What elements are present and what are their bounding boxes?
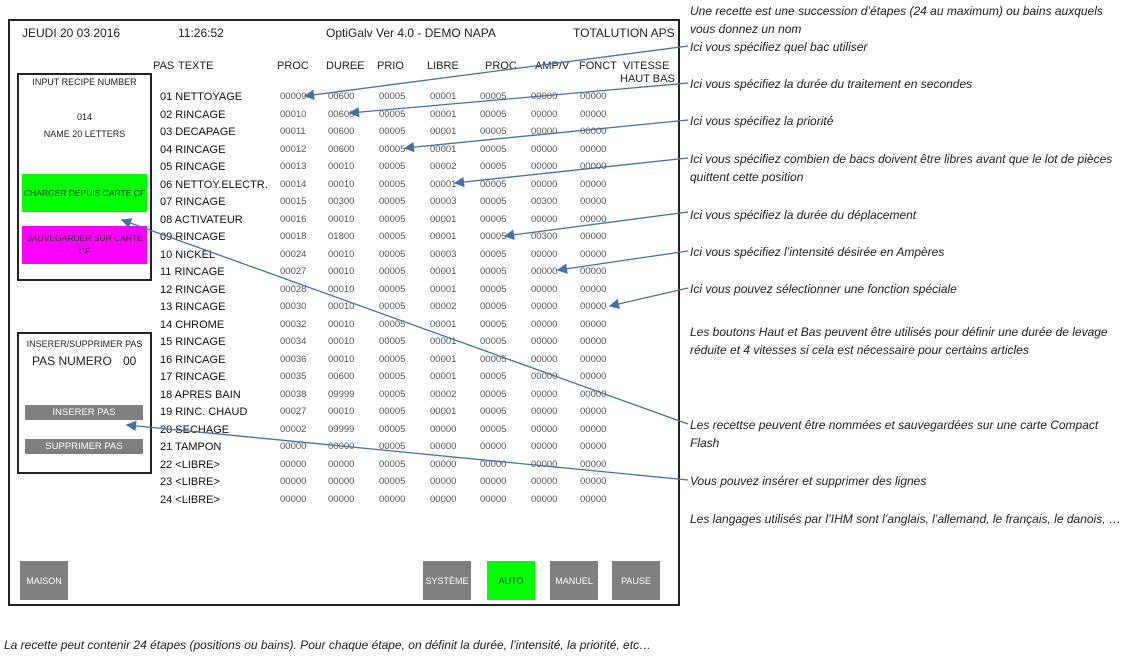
row-value[interactable]: 00000: [531, 388, 558, 400]
row-value[interactable]: 00005: [480, 353, 507, 365]
row-value[interactable]: 00010: [328, 353, 355, 365]
row-value[interactable]: 00600: [328, 91, 355, 102]
step-name[interactable]: 17 RINCAGE: [160, 371, 226, 383]
row-value[interactable]: 00000: [531, 91, 558, 102]
row-value[interactable]: 00027: [280, 406, 307, 417]
row-value[interactable]: 00005: [480, 143, 507, 155]
row-value[interactable]: 00600: [328, 143, 355, 155]
row-value[interactable]: 00000: [580, 423, 607, 435]
row-value[interactable]: 00000: [580, 493, 607, 505]
row-value[interactable]: 00000: [580, 371, 607, 382]
row-value[interactable]: 00013: [280, 161, 307, 172]
row-value[interactable]: 00005: [379, 231, 406, 242]
row-value[interactable]: 00010: [328, 161, 355, 172]
row-value[interactable]: 00000: [328, 476, 355, 487]
row-value[interactable]: 00005: [480, 406, 507, 417]
load-from-cf-button[interactable]: CHARGER DEPUIS CARTE CF: [22, 174, 147, 212]
row-value[interactable]: 00000: [531, 248, 558, 260]
step-name[interactable]: 07 RINCAGE: [160, 196, 226, 208]
row-value[interactable]: 00000: [280, 476, 307, 487]
auto-button[interactable]: AUTO: [487, 561, 535, 600]
row-value[interactable]: 00005: [379, 196, 406, 207]
row-value[interactable]: 00010: [328, 213, 355, 225]
row-value[interactable]: 00600: [328, 126, 355, 137]
row-value[interactable]: 00000: [580, 266, 607, 277]
row-value[interactable]: 00001: [430, 143, 457, 155]
row-value[interactable]: 00005: [480, 301, 507, 312]
row-value[interactable]: 00000: [531, 406, 558, 417]
maison-button[interactable]: MAISON: [20, 561, 68, 600]
row-value[interactable]: 00005: [379, 406, 406, 417]
systeme-button[interactable]: SYSTÈME: [423, 561, 471, 600]
row-value[interactable]: 00003: [430, 196, 457, 207]
recipe-panel-title: INPUT RECIPE NUMBER: [32, 77, 137, 87]
row-value[interactable]: 00032: [280, 318, 307, 330]
row-value[interactable]: 00005: [480, 388, 507, 400]
row-value[interactable]: 00005: [379, 266, 406, 277]
step-number-label: PAS NUMERO: [32, 354, 112, 368]
row-value[interactable]: 00000: [531, 476, 558, 487]
step-name[interactable]: 04 RINCAGE: [160, 143, 226, 156]
row-value[interactable]: 00003: [430, 248, 457, 260]
row-value[interactable]: 00005: [480, 283, 507, 295]
annotation-fonction: Ici vous pouvez sélectionner une fonction spéciale: [690, 282, 957, 296]
header-company: TOTALUTION APS: [573, 26, 675, 40]
row-value[interactable]: 00005: [379, 283, 406, 295]
annotation-libre: Ici vous spécifiez combien de bacs doivent être libres avant que le lot de pièces quittent cette position: [690, 152, 1113, 184]
row-value[interactable]: 00005: [480, 231, 507, 242]
row-value[interactable]: 00600: [328, 108, 355, 120]
row-value[interactable]: 00001: [430, 108, 457, 120]
step-name[interactable]: 23 <LIBRE>: [160, 476, 220, 488]
row-value[interactable]: 00000: [580, 248, 607, 260]
step-name[interactable]: 18 APRES BAIN: [160, 388, 241, 401]
row-value[interactable]: 00005: [480, 213, 507, 225]
step-name[interactable]: 06 NETTOY.ELECTR.: [160, 178, 268, 191]
col-prio: PRIO: [377, 60, 404, 72]
col-duree: DUREE: [326, 60, 365, 72]
row-value[interactable]: 00001: [430, 283, 457, 295]
row-value[interactable]: 00000: [280, 493, 307, 505]
row-value[interactable]: 09999: [328, 423, 355, 435]
row-value[interactable]: 00300: [531, 196, 558, 207]
row-value[interactable]: 00005: [480, 178, 507, 190]
row-value[interactable]: 00036: [280, 353, 307, 365]
row-value[interactable]: 00005: [480, 371, 507, 382]
row-value[interactable]: 00005: [480, 318, 507, 330]
row-value[interactable]: 00005: [379, 248, 406, 260]
row-value[interactable]: 00000: [580, 231, 607, 242]
row-value[interactable]: 00005: [480, 126, 507, 137]
row-value[interactable]: 00034: [280, 336, 307, 347]
row-value[interactable]: 00028: [280, 283, 307, 295]
row-value[interactable]: 00010: [328, 301, 355, 312]
row-value[interactable]: 00005: [379, 318, 406, 330]
row-value[interactable]: 00005: [379, 161, 406, 172]
step-name[interactable]: 03 DECAPAGE: [160, 126, 236, 138]
row-value[interactable]: 00012: [280, 143, 307, 155]
row-value[interactable]: 00000: [580, 301, 607, 312]
row-value[interactable]: 00000: [480, 458, 507, 470]
row-value[interactable]: 00000: [531, 178, 558, 190]
row-value[interactable]: 00000: [580, 388, 607, 400]
row-value[interactable]: 00300: [328, 196, 355, 207]
row-value[interactable]: 00000: [580, 458, 607, 470]
row-value[interactable]: 00000: [531, 266, 558, 277]
delete-step-button[interactable]: SUPPRIMER PAS: [25, 439, 143, 454]
col-vitesse: VITESSE: [623, 60, 670, 72]
row-value[interactable]: 00000: [480, 476, 507, 487]
col-texte: TEXTE: [178, 60, 214, 72]
row-value[interactable]: 00005: [379, 476, 406, 487]
row-value[interactable]: 00000: [580, 353, 607, 365]
arrow-prio: [405, 120, 688, 148]
row-value[interactable]: 09999: [328, 388, 355, 400]
arrow-duree: [350, 83, 688, 113]
row-value[interactable]: 00300: [531, 231, 558, 242]
col-proc: PROC: [277, 60, 309, 72]
row-value[interactable]: 00015: [280, 196, 307, 207]
row-value[interactable]: 00001: [430, 353, 457, 365]
recipe-name-hint[interactable]: NAME 20 LETTERS: [43, 129, 126, 139]
row-value[interactable]: 00000: [531, 336, 558, 347]
row-value[interactable]: 00005: [379, 371, 406, 382]
row-value[interactable]: 00005: [379, 301, 406, 312]
row-value[interactable]: 00000: [580, 108, 607, 120]
row-value[interactable]: 00018: [280, 231, 307, 242]
row-value[interactable]: 00035: [280, 371, 307, 382]
row-value[interactable]: 00000: [480, 441, 507, 452]
row-value[interactable]: 00000: [531, 301, 558, 312]
row-value[interactable]: 00001: [430, 231, 457, 242]
step-name[interactable]: 09 RINCAGE: [160, 231, 226, 243]
row-value[interactable]: 00002: [430, 388, 457, 400]
row-value[interactable]: 00005: [480, 423, 507, 435]
step-name[interactable]: 15 RINCAGE: [160, 336, 226, 348]
row-value[interactable]: 00005: [379, 441, 406, 452]
row-value[interactable]: 00030: [280, 301, 307, 312]
row-value[interactable]: 00000: [531, 108, 558, 120]
row-value[interactable]: 00005: [379, 388, 406, 400]
step-name[interactable]: 24 <LIBRE>: [160, 493, 220, 506]
step-name[interactable]: 19 RINC. CHAUD: [160, 406, 248, 418]
row-value[interactable]: 00000: [328, 493, 355, 505]
step-name[interactable]: 01 NETTOYAGE: [160, 91, 243, 103]
row-value[interactable]: 00000: [430, 493, 457, 505]
arrow-deplacement: [505, 212, 688, 236]
row-value[interactable]: 00000: [430, 458, 457, 470]
row-value[interactable]: 01800: [328, 231, 355, 242]
row-value[interactable]: 00001: [430, 213, 457, 225]
row-value[interactable]: 00000: [531, 143, 558, 155]
arrow-fonction: [610, 288, 688, 306]
row-value[interactable]: 00000: [580, 178, 607, 190]
row-value[interactable]: 00002: [280, 423, 307, 435]
row-value[interactable]: 00000: [580, 476, 607, 487]
row-value[interactable]: 00001: [430, 406, 457, 417]
step-number-value[interactable]: 00: [123, 354, 137, 368]
row-value[interactable]: 00000: [328, 458, 355, 470]
row-value[interactable]: 00005: [480, 91, 507, 102]
insert-step-button[interactable]: INSERER PAS: [25, 405, 143, 420]
row-value[interactable]: 00002: [430, 161, 457, 172]
row-value[interactable]: 00011: [280, 126, 306, 137]
row-value[interactable]: 00005: [379, 126, 406, 137]
row-value[interactable]: 00016: [280, 213, 307, 225]
row-value[interactable]: 00010: [328, 336, 355, 347]
row-value[interactable]: 00005: [480, 108, 507, 120]
step-name[interactable]: 14 CHROME: [160, 318, 225, 331]
row-value[interactable]: 00005: [480, 196, 507, 207]
row-value[interactable]: 00000: [531, 423, 558, 435]
row-value[interactable]: 00000: [580, 143, 607, 155]
row-value[interactable]: 00000: [531, 126, 558, 137]
row-value[interactable]: 00000: [531, 371, 558, 382]
arrow-insert-delete: [127, 425, 688, 480]
row-value[interactable]: 00001: [430, 91, 457, 102]
row-value[interactable]: 00027: [280, 266, 307, 277]
row-value[interactable]: 00000: [480, 493, 507, 505]
row-value[interactable]: 00005: [480, 248, 507, 260]
row-value[interactable]: 00000: [531, 213, 558, 225]
step-name[interactable]: 05 RINCAGE: [160, 161, 226, 173]
row-value[interactable]: 00005: [379, 108, 406, 120]
row-value[interactable]: 00038: [280, 388, 307, 400]
annotation-prio: Ici vous spécifiez la priorité: [690, 114, 834, 128]
row-value[interactable]: 00000: [580, 283, 607, 295]
annotation-duree: Ici vous spécifiez la durée du traitement en secondes: [690, 77, 973, 91]
row-value[interactable]: 00001: [430, 266, 457, 277]
row-value[interactable]: 00000: [580, 126, 607, 137]
row-value[interactable]: 00000: [580, 318, 607, 330]
row-value[interactable]: 00010: [280, 108, 307, 120]
row-value[interactable]: 00000: [430, 441, 457, 452]
row-value[interactable]: 00002: [430, 301, 457, 312]
row-value[interactable]: 00000: [580, 441, 607, 452]
recipe-number[interactable]: 014: [76, 112, 93, 122]
row-value[interactable]: 00001: [430, 318, 457, 330]
col-haut-bas: HAUT BAS: [620, 73, 675, 85]
arrow-intensite: [558, 248, 688, 270]
step-name[interactable]: 12 RINCAGE: [160, 283, 226, 296]
row-value[interactable]: 00000: [531, 441, 558, 452]
row-value[interactable]: 00600: [328, 371, 355, 382]
row-value[interactable]: 00014: [280, 178, 307, 190]
step-name[interactable]: 11 RINCAGE: [160, 266, 225, 278]
row-value[interactable]: 00005: [379, 336, 406, 347]
row-value[interactable]: 00010: [328, 266, 355, 277]
col-ampv: AMP/V: [535, 60, 570, 72]
annotation-deplacement: Ici vous spécifiez la durée du déplacement: [690, 208, 917, 222]
row-value[interactable]: 00010: [328, 283, 355, 295]
caption: La recette peut contenir 24 étapes (positions ou bains). Pour chaque étape, on définit la durée, l’intensité, la priorité, etc…: [4, 638, 652, 652]
arrow-libre: [455, 158, 688, 183]
row-value[interactable]: 00000: [531, 318, 558, 330]
row-value[interactable]: 00000: [531, 283, 558, 295]
step-name[interactable]: 16 RINCAGE: [160, 353, 226, 366]
step-name[interactable]: 02 RINCAGE: [160, 108, 226, 121]
step-name[interactable]: 20 SECHAGE: [160, 423, 230, 436]
col-libre: LIBRE: [427, 60, 459, 72]
row-value[interactable]: 00000: [280, 458, 307, 470]
row-value[interactable]: 00000: [328, 441, 355, 452]
col-fonct: FONCT: [579, 60, 617, 72]
row-value[interactable]: 00000: [580, 213, 607, 225]
row-value[interactable]: 00005: [480, 161, 507, 172]
header-title: OptiGalv Ver 4.0 - DEMO NAPA: [326, 26, 496, 40]
annotation-haut-bas: Les boutons Haut et Bas peuvent être utilisés pour définir une durée de levage réduite et 4 vitesses si cela est nécessaire pour certains articles: [690, 325, 1108, 357]
annotation-compact-flash: Les recettse peuvent être nommées et sauvegardées sur une carte Compact Flash: [690, 418, 1099, 450]
row-value[interactable]: 00000: [531, 458, 558, 470]
header-date: JEUDI 20 03 2016: [22, 26, 121, 40]
row-value[interactable]: 00000: [531, 493, 558, 505]
step-name[interactable]: 10 NICKEL: [160, 248, 216, 261]
row-value[interactable]: 00010: [328, 318, 355, 330]
step-name[interactable]: 21 TAMPON: [160, 441, 222, 453]
row-value[interactable]: 00010: [328, 178, 355, 190]
step-panel-title: INSERER/SUPPRIMER PAS: [26, 339, 143, 349]
row-value[interactable]: 00001: [430, 336, 457, 347]
row-value[interactable]: 00009: [280, 91, 307, 102]
row-value[interactable]: 00000: [379, 493, 406, 505]
col-proc2: PROC: [485, 60, 517, 72]
annotation-intensite: Ici vous spécifiez l’intensité désirée en Ampères: [690, 245, 945, 259]
step-name[interactable]: 13 RINCAGE: [160, 301, 226, 313]
row-value[interactable]: 00000: [430, 423, 457, 435]
row-value[interactable]: 00005: [379, 213, 406, 225]
row-value[interactable]: 00005: [379, 458, 406, 470]
row-value[interactable]: 00001: [430, 371, 457, 382]
annotation-recipe: Une recette est une succession d’étapes (24 au maximum) ou bains auxquels vous donnez un nom: [690, 4, 1103, 36]
row-value[interactable]: 00005: [379, 143, 406, 155]
annotation-insert-delete: Vous pouvez insérer et supprimer des lignes: [690, 474, 927, 488]
row-value[interactable]: 00010: [328, 406, 355, 417]
row-value[interactable]: 00010: [328, 248, 355, 260]
step-name[interactable]: 22 <LIBRE>: [160, 458, 220, 471]
row-value[interactable]: 00000: [580, 161, 607, 172]
row-value[interactable]: 00001: [430, 126, 457, 137]
manuel-button[interactable]: MANUEL: [550, 561, 598, 600]
row-value[interactable]: 00000: [531, 161, 558, 172]
annotation-proc: Ici vous spécifiez quel bac utiliser: [690, 40, 868, 54]
arrow-compact-flash: [122, 220, 688, 424]
row-value[interactable]: 00000: [280, 441, 307, 452]
row-value[interactable]: 00000: [580, 406, 607, 417]
header-time: 11:26:52: [178, 26, 224, 40]
annotation-langages: Les langages utilisés par l’IHM sont l’anglais, l’allemand, le français, le danois, …: [690, 512, 1121, 526]
row-value[interactable]: 00000: [531, 353, 558, 365]
save-to-cf-button[interactable]: SAUVEGARDER SUR CARTE CF: [22, 226, 147, 264]
step-name[interactable]: 08 ACTIVATEUR: [160, 213, 243, 226]
row-value[interactable]: 00005: [379, 178, 406, 190]
row-value[interactable]: 00000: [580, 91, 607, 102]
row-value[interactable]: 00000: [580, 196, 607, 207]
row-value[interactable]: 00005: [379, 423, 406, 435]
row-value[interactable]: 00005: [379, 353, 406, 365]
row-value[interactable]: 00000: [430, 476, 457, 487]
row-value[interactable]: 00001: [430, 178, 457, 190]
row-value[interactable]: 00005: [379, 91, 406, 102]
col-pas: PAS: [153, 60, 175, 72]
row-value[interactable]: 00005: [480, 266, 507, 277]
row-value[interactable]: 00024: [280, 248, 307, 260]
row-value[interactable]: 00000: [580, 336, 607, 347]
row-value[interactable]: 00005: [480, 336, 507, 347]
pause-button[interactable]: PAUSE: [612, 561, 660, 600]
